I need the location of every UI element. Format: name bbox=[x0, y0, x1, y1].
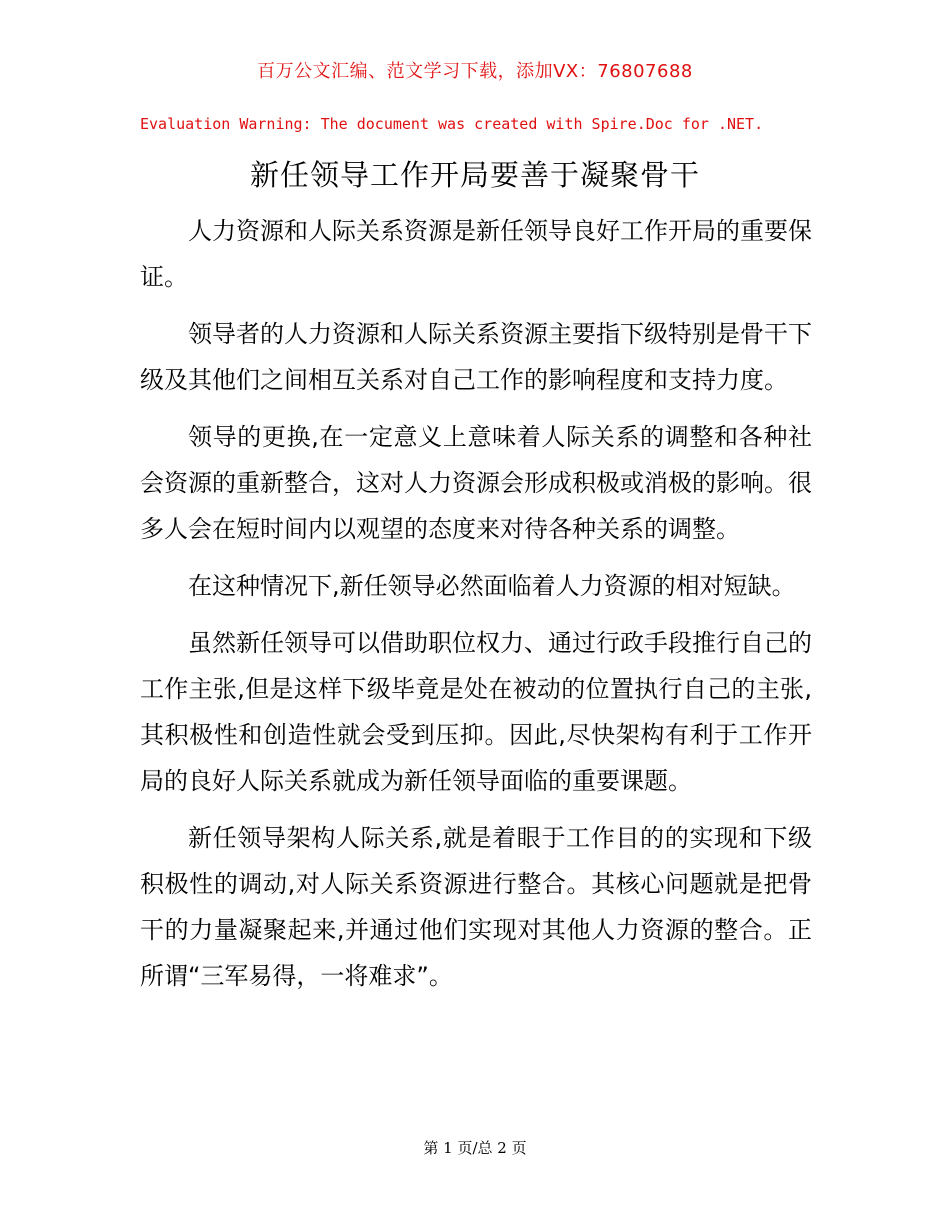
document-title: 新任领导工作开局要善于凝聚骨干 bbox=[249, 158, 700, 192]
body-paragraph: 虽然新任领导可以借助职位权力、通过行政手段推行自己的工作主张,但是这样下级毕竟是处在被动的位置执行自己的主张,其积极性和创造性就会受到压抑。因此,尽快架构有利于工作开局的良好人际关系就成为新任领导面临的重要课题。 bbox=[140, 629, 812, 795]
body-paragraph: 在这种情况下,新任领导必然面临着人力资源的相对短缺。 bbox=[188, 572, 796, 600]
body-paragraph: 人力资源和人际关系资源是新任领导良好工作开局的重要保证。 bbox=[140, 217, 812, 291]
evaluation-warning: Evaluation Warning: The document was created with Spire.Doc for .NET. bbox=[140, 115, 764, 133]
body-paragraph: 新任领导架构人际关系,就是着眼于工作目的的实现和下级积极性的调动,对人际关系资源进行整合。其核心问题就是把骨干的力量凝聚起来,并通过他们实现对其他人力资源的整合。正所谓“三军易得，一将难求”。 bbox=[140, 824, 812, 990]
page-number-footer: 第 1 页/总 2 页 bbox=[423, 1139, 527, 1157]
body-paragraph: 领导者的人力资源和人际关系资源主要指下级特别是骨干下级及其他们之间相互关系对自己工作的影响程度和支持力度。 bbox=[140, 320, 812, 394]
promo-header: 百万公文汇编、范文学习下载，添加VX：76807688 bbox=[257, 61, 693, 82]
document-body bbox=[140, 208, 812, 1010]
body-paragraph: 领导的更换,在一定意义上意味着人际关系的调整和各种社会资源的重新整合，这对人力资源会形成积极或消极的影响。很多人会在短时间内以观望的态度来对待各种关系的调整。 bbox=[140, 423, 812, 543]
